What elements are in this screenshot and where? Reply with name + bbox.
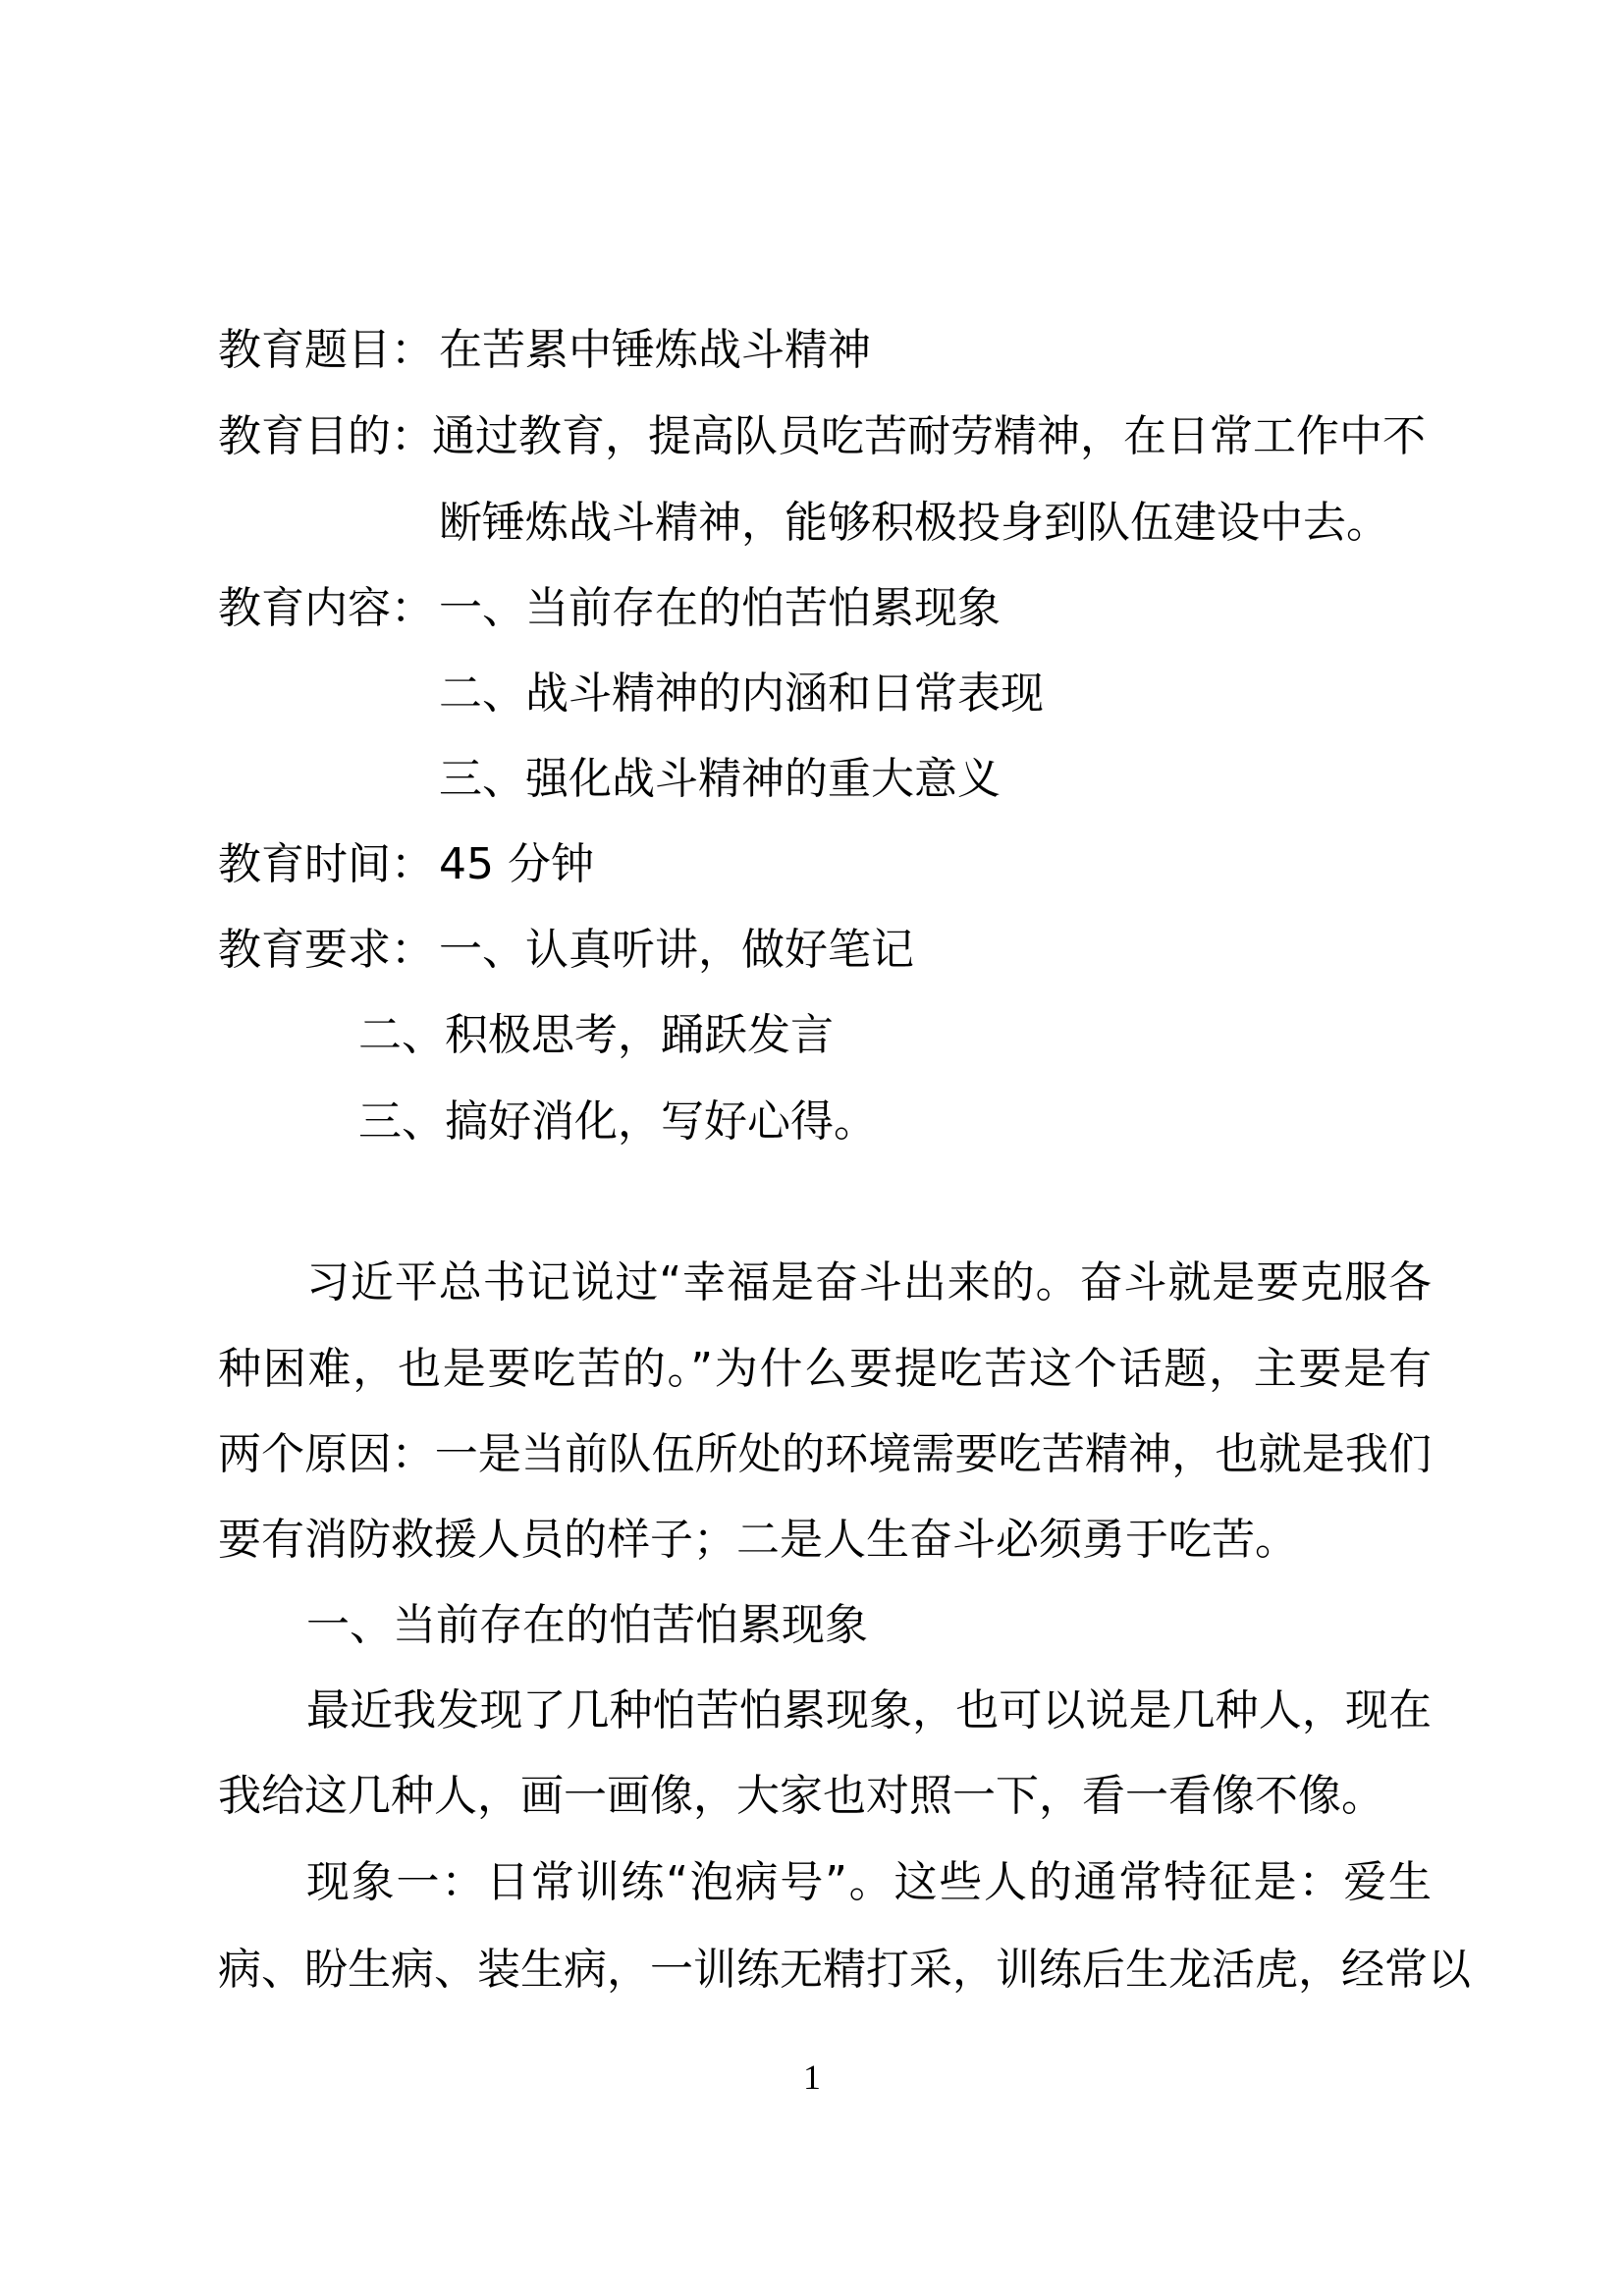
requirement-item-1: 一、认真听讲，做好笔记 (439, 925, 914, 975)
content-item-3: 三、强化战斗精神的重大意义 (439, 754, 1001, 804)
body-line: 两个原因：一是当前队伍所处的环境需要吃苦精神，也就是我们 (218, 1429, 1432, 1479)
body-line: 最近我发现了几种怕苦怕累现象，也可以说是几种人，现在 (306, 1685, 1432, 1735)
body-line: 种困难，也是要吃苦的。”为什么要提吃苦这个话题，主要是有 (218, 1344, 1432, 1394)
requirement-label: 教育要求： (218, 925, 434, 975)
requirement-line (218, 907, 914, 993)
purpose-text-1: 通过教育，提高队员吃苦耐劳精神，在日常工作中不 (432, 411, 1426, 461)
body-line: 我给这几种人，画一画像，大家也对照一下，看一看像不像。 (218, 1771, 1384, 1821)
time-value: 45 分钟 (439, 839, 594, 889)
requirement-item-3: 三、搞好消化，写好心得。 (358, 1096, 877, 1147)
content-label: 教育内容： (218, 583, 434, 633)
time-line (218, 822, 594, 908)
purpose-line (218, 394, 1432, 480)
requirement-item-2: 二、积极思考，踊跃发言 (358, 1010, 834, 1060)
page-number: 1 (803, 2057, 821, 2097)
topic-line (218, 307, 871, 394)
content-item-1: 一、当前存在的怕苦怕累现象 (439, 583, 1001, 633)
section-heading: 一、当前存在的怕苦怕累现象 (306, 1600, 868, 1650)
body-line: 病、盼生病、装生病，一训练无精打采，训练后生龙活虎，经常以 (218, 1945, 1471, 1995)
content-item-2: 二、战斗精神的内涵和日常表现 (439, 668, 1044, 719)
purpose-label: 教育目的： (218, 411, 434, 461)
body-line: 要有消防救援人员的样子；二是人生奋斗必须勇于吃苦。 (218, 1515, 1298, 1565)
topic-label: 教育题目： (218, 325, 434, 375)
body-line: 现象一：日常训练“泡病号”。这些人的通常特征是：爱生 (306, 1857, 1432, 1907)
topic-value: 在苦累中锤炼战斗精神 (439, 325, 871, 375)
time-label: 教育时间： (218, 839, 434, 889)
body-line: 习近平总书记说过“幸福是奋斗出来的。奋斗就是要克服各 (306, 1257, 1432, 1308)
content-line (218, 565, 1001, 652)
purpose-text-2: 断锤炼战斗精神，能够积极投身到队伍建设中去。 (439, 498, 1389, 548)
